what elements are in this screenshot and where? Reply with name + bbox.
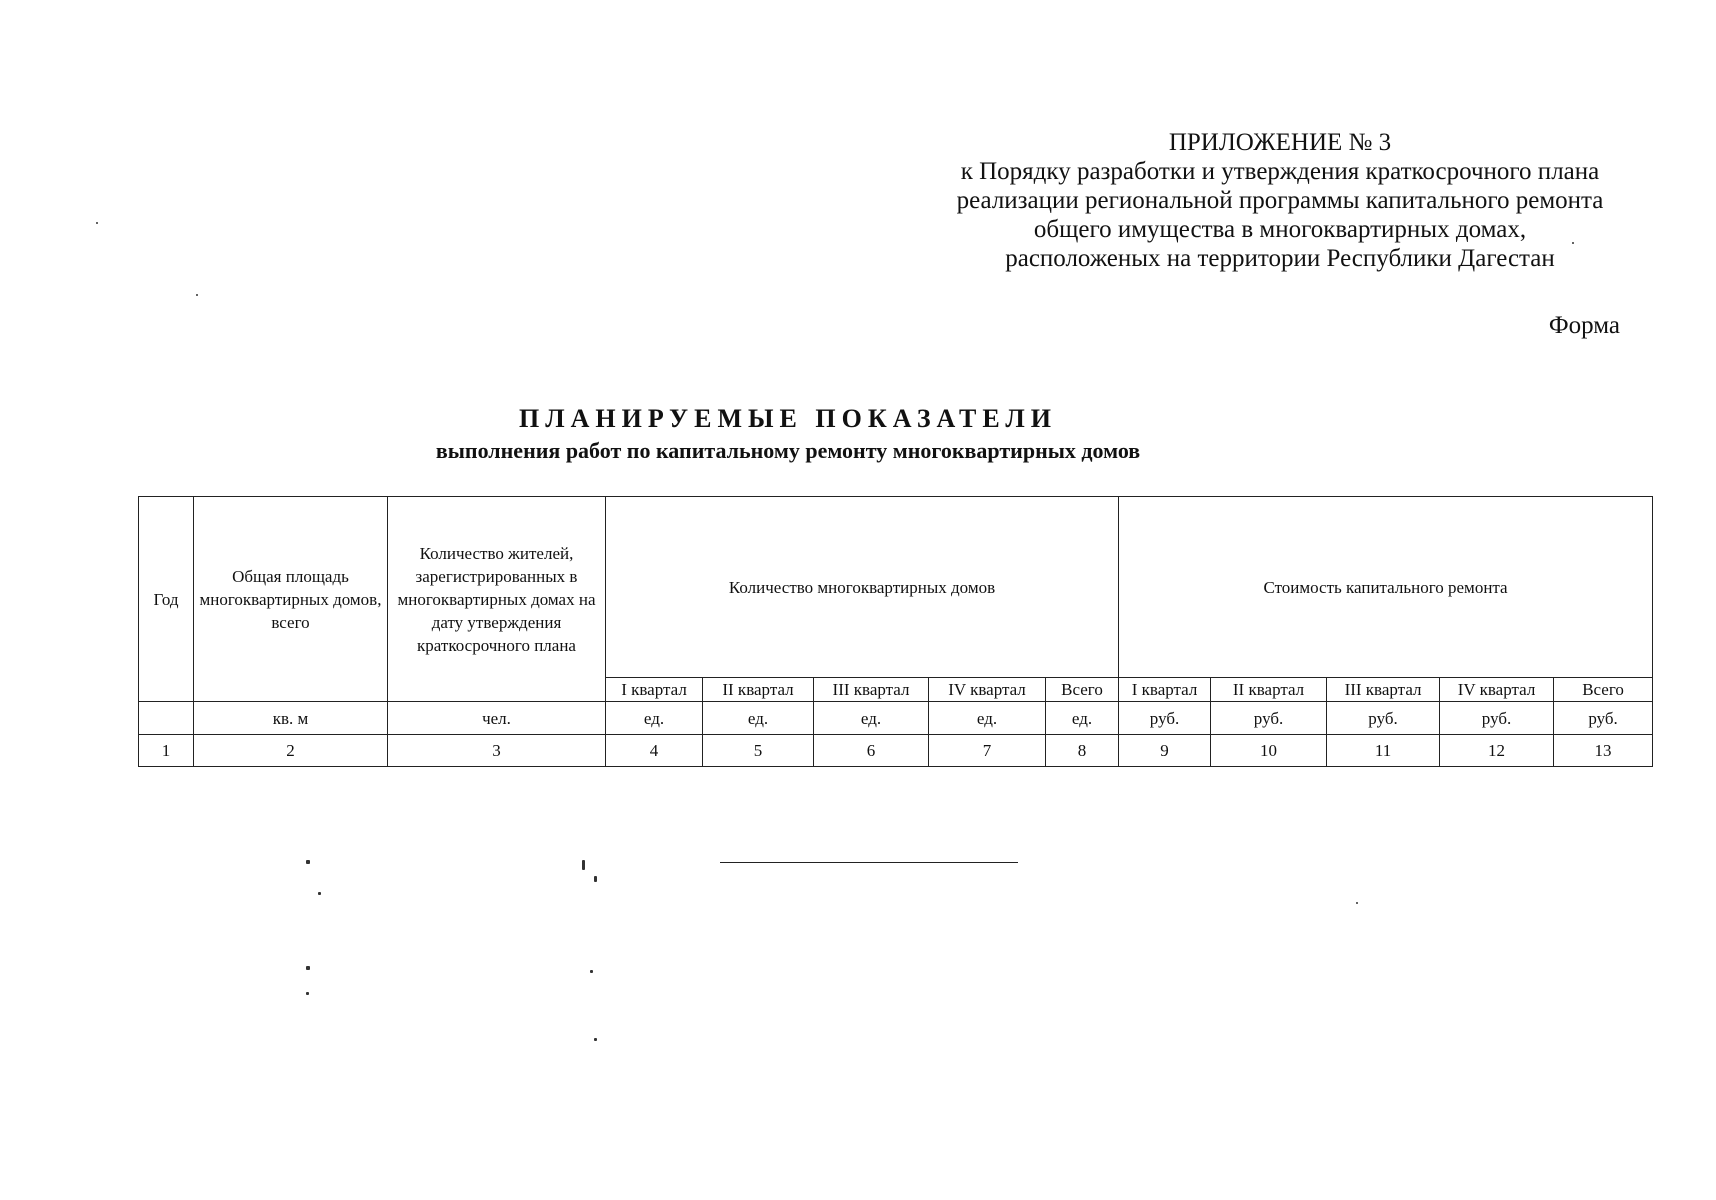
appendix-line: к Порядку разработки и утверждения краткосрочного плана bbox=[960, 158, 1600, 185]
column-number: 1 bbox=[139, 735, 194, 767]
cost-quarter-2: II квартал bbox=[1211, 678, 1327, 702]
houses-quarter-3: III квартал bbox=[814, 678, 929, 702]
scan-speck bbox=[582, 860, 585, 870]
unit-area: кв. м bbox=[194, 702, 388, 735]
column-number: 11 bbox=[1327, 735, 1440, 767]
scan-speck bbox=[306, 860, 310, 864]
column-number: 3 bbox=[388, 735, 606, 767]
unit-houses: ед. bbox=[606, 702, 703, 735]
column-number: 4 bbox=[606, 735, 703, 767]
appendix-line: реализации региональной программы капитального ремонта bbox=[956, 187, 1604, 214]
header-houses-group: Количество многоквартирных домов bbox=[606, 497, 1119, 678]
scan-speck bbox=[306, 992, 309, 995]
header-year: Год bbox=[139, 497, 194, 702]
unit-cost: руб. bbox=[1119, 702, 1211, 735]
scan-speck bbox=[1356, 902, 1358, 904]
column-number: 9 bbox=[1119, 735, 1211, 767]
unit-residents: чел. bbox=[388, 702, 606, 735]
title-main: ПЛАНИРУЕМЫЕ ПОКАЗАТЕЛИ bbox=[519, 404, 1057, 433]
cost-quarter-3: III квартал bbox=[1327, 678, 1440, 702]
header-area: Общая площадь многоквартирных домов, всего bbox=[194, 497, 388, 702]
houses-quarter-2: II квартал bbox=[703, 678, 814, 702]
appendix-header bbox=[900, 128, 1660, 273]
unit-cost: руб. bbox=[1211, 702, 1327, 735]
scan-speck bbox=[196, 294, 198, 296]
header-residents: Количество жителей, зарегистрированных в многоквартирных домах на дату утверждения краткосрочного плана bbox=[388, 497, 606, 702]
scan-speck bbox=[594, 1038, 597, 1041]
title-subtitle: выполнения работ по капитальному ремонту многоквартирных домов bbox=[435, 438, 1141, 463]
header-cost-group: Стоимость капитального ремонта bbox=[1119, 497, 1653, 678]
document-title bbox=[0, 402, 1716, 466]
unit-cost: руб. bbox=[1554, 702, 1653, 735]
column-number: 10 bbox=[1211, 735, 1327, 767]
column-number: 13 bbox=[1554, 735, 1653, 767]
scan-speck bbox=[1572, 242, 1574, 244]
cost-quarter-4: IV квартал bbox=[1440, 678, 1554, 702]
scan-speck bbox=[306, 966, 310, 970]
unit-houses: ед. bbox=[703, 702, 814, 735]
unit-houses: ед. bbox=[814, 702, 929, 735]
unit-houses: ед. bbox=[929, 702, 1046, 735]
scan-speck bbox=[590, 970, 593, 973]
indicators-table bbox=[138, 496, 1653, 767]
houses-quarter-1: I квартал bbox=[606, 678, 703, 702]
column-number: 12 bbox=[1440, 735, 1554, 767]
unit-cost: руб. bbox=[1440, 702, 1554, 735]
appendix-line: общего имущества в многоквартирных домах, bbox=[1033, 216, 1527, 243]
scan-speck bbox=[318, 892, 321, 895]
appendix-line: расположеных на территории Республики Дагестан bbox=[1005, 245, 1555, 272]
column-number: 5 bbox=[703, 735, 814, 767]
houses-total: Всего bbox=[1046, 678, 1119, 702]
scan-speck bbox=[96, 222, 98, 224]
appendix-number: ПРИЛОЖЕНИЕ № 3 bbox=[1168, 129, 1392, 156]
houses-quarter-4: IV квартал bbox=[929, 678, 1046, 702]
unit-cost: руб. bbox=[1327, 702, 1440, 735]
cost-quarter-1: I квартал bbox=[1119, 678, 1211, 702]
separator-line bbox=[720, 862, 1018, 863]
cost-total: Всего bbox=[1554, 678, 1653, 702]
column-number: 7 bbox=[929, 735, 1046, 767]
unit-year bbox=[139, 702, 194, 735]
column-number: 2 bbox=[194, 735, 388, 767]
form-label: Форма bbox=[1548, 312, 1620, 339]
column-number: 8 bbox=[1046, 735, 1119, 767]
column-number: 6 bbox=[814, 735, 929, 767]
scan-speck bbox=[594, 876, 597, 882]
unit-houses: ед. bbox=[1046, 702, 1119, 735]
